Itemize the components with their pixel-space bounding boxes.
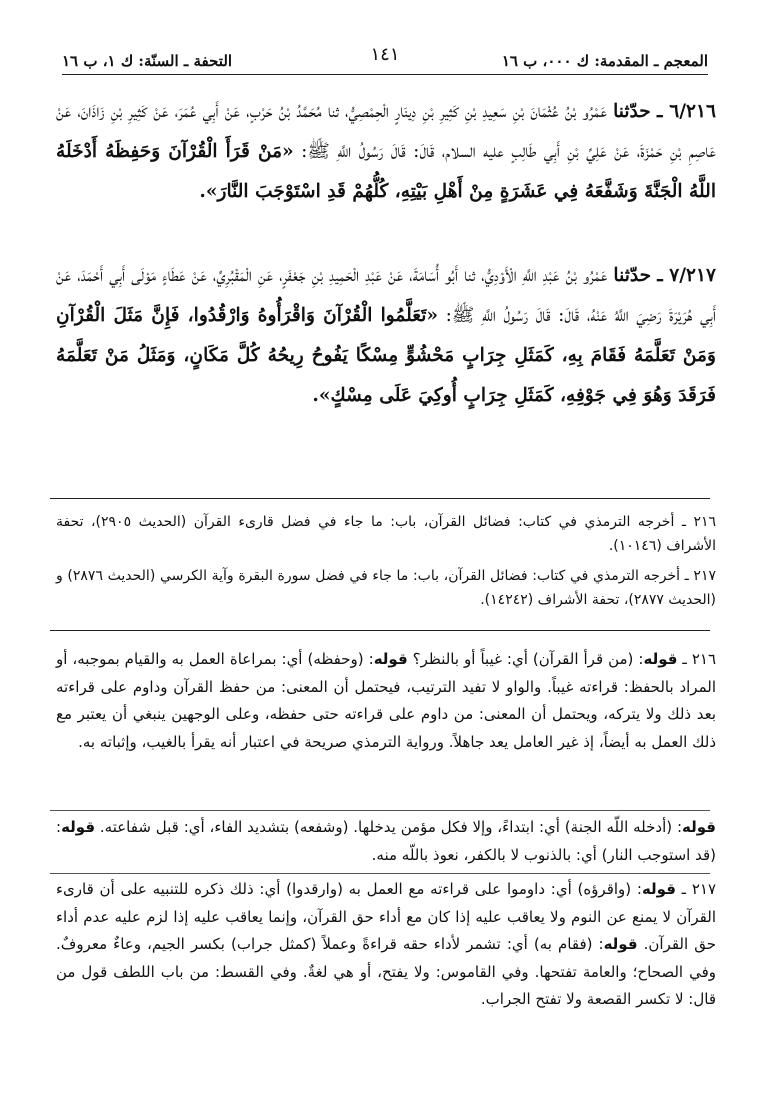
hadith-matn: «تَعَلَّمُوا الْقُرْآنَ وَاقْرَأُوهُ وَارْقُدُوا، فَإِنَّ مَثَلَ الْقُرْآنِ وَمَنْ تَعَلَّمَهُ فَقَامَ بِهِ، كَمَثَلِ جِرَابٍ مَحْشُوٍّ مِسْكًا يَفُوحُ رِيحُهُ كُلَّ مَكَانٍ، وَمَثَلُ مَنْ تَعَلَّمَهُ فَرَقَدَ وَهُوَ فِي جَوْفِهِ، كَمَثَلِ جِرَابٍ أُوكِيَ عَلَى مِسْكٍ».	[56, 305, 716, 406]
hadith-isnad: عَمْرُو بْنُ عُثْمَانَ بْنِ سَعِيدِ بْنِ كَثِيرِ بْنِ دِينَارٍ الْحِمْصِيُّ، ثنا مُحَمَّدُ بْنُ حَرْبٍ، عَنْ أَبِي عُمَرَ، عَنْ كَثِيرِ بْنِ زَاذَانَ، عَنْ عَاصِمِ بْنِ حَمْزَةَ، عَنْ عَلِيِّ بْنِ أَبِي طَالِبٍ عليه السلام، قَالَ: قَالَ رَسُولُ اللَّهِ ﷺ:	[56, 101, 716, 162]
commentary-217	[56, 876, 716, 1014]
qawluhu-label: قوله	[682, 818, 716, 836]
haddathana-label: حدّثنا	[613, 101, 651, 122]
hadith-217	[56, 256, 716, 416]
hadith-number: ٧/٢١٧ ـ	[657, 265, 716, 286]
header-left-reference: التحفة ـ السنّة: ك ١، ب ١٦	[62, 52, 233, 70]
hadith-number: ٦/٢١٦ ـ	[657, 101, 717, 122]
qawluhu-label: قوله	[641, 880, 676, 898]
running-header	[62, 44, 708, 75]
hadith-isnad: عَمْرُو بْنُ عَبْدِ اللَّهِ الْأَوْدِيُّ، ثنا أَبُو أُسَامَةَ، عَنْ عَبْدِ الْحَمِيدِ بْنِ جَعْفَرٍ، عَنِ الْمَقْبُرِيِّ، عَنْ عَطَاءٍ مَوْلَى أَبِي أَحْمَدَ، عَنْ أَبِي هُرَيْرَةَ رَضِيَ اللَّهُ عَنْهُ، قَالَ: قَالَ رَسُولُ اللَّهِ ﷺ:	[56, 265, 717, 326]
qawluhu-label: قوله	[643, 650, 678, 668]
commentary-text: : (أدخله اللّه الجنة) أي: ابتداءً، وإلا فكل مؤمن يدخلها. (وشفعه) بتشديد الفاء، أي: قبل شفاعته.	[95, 818, 683, 836]
haddathana-label: حدّثنا	[613, 265, 652, 286]
commentary-divider	[50, 630, 710, 631]
page-number: ١٤١	[370, 44, 400, 65]
commentary-text: : (واقرؤه) أي: داوموا على قراءته مع العمل به (وارقدوا) أي: ذلك ذكره للتنبيه على أن قارىء القرآن لا يمنع عن النوم ولا يعاقب عليه إذا كان مع أداء حق القرآن، وإنما يعاقب عليه إذا لزم عليه عدم أداء حق القرآن.	[56, 880, 716, 953]
commentary-216-continued	[56, 814, 716, 869]
header-right-reference: المعجم ـ المقدمة: ك ٠٠٠، ب ١٦	[501, 52, 708, 70]
hadith-matn: «مَنْ قَرَأَ الْقُرْآنَ وَحَفِظَهُ أَدْخَلَهُ اللَّهُ الْجَنَّةَ وَشَفَّعَهُ فِي عَشَرَةٍ مِنْ أَهْلِ بَيْتِهِ، كُلُّهُمْ قَدِ اسْتَوْجَبَ النَّارَ».	[56, 141, 716, 202]
qawluhu-label: قوله	[61, 818, 96, 836]
commentary-text: : (من قرأ القرآن) أي: غيباً أو بالنظر؟	[407, 650, 644, 668]
commentary-number: ٢١٦ ـ	[677, 650, 716, 668]
footnote-divider	[50, 498, 710, 499]
qawluhu-label: قوله	[603, 935, 638, 953]
commentary-text: : (فقام به) أي: تشمر لأداء حقه قراءةً وعملاً (كمثل جراب) بكسر الجيم، وعاءٌ معروفٌ. وفي الصحاح؛ والعامة تفتحها. وفي القاموس: ولا يفتح، أو هي لغةٌ. وفي القسط: من باب اللطف قول من قال: لا تكسر القصعة ولا تفتح الجراب.	[56, 935, 716, 1008]
qawluhu-label: قوله	[373, 650, 408, 668]
footnote-216: ٢١٦ ـ أخرجه الترمذي في كتاب: فضائل القرآن، باب: ما جاء في فضل قارىء القرآن (الحديث ٢٩٠٥)، تحفة الأشراف (١٠١٤٦).	[56, 514, 717, 554]
commentary-number: ٢١٧ ـ	[675, 880, 716, 898]
commentary-216	[56, 646, 716, 756]
commentary-separator	[50, 873, 710, 874]
commentary-text: : (قد استوجب النار) أي: بالذنوب لا بالكفر، نعوذ باللّه منه.	[56, 818, 716, 864]
footnote-217: ٢١٧ ـ أخرجه الترمذي في كتاب: فضائل القرآن، باب: ما جاء في فضل سورة البقرة وآية الكرسي (الحديث ٢٨٧٦) و (الحديث ٢٨٧٧)، تحفة الأشراف (١٤٢٤٢).	[56, 568, 716, 608]
hadith-216	[56, 92, 716, 212]
commentary-text: : (وحفظه) أي: بمراعاة العمل به والقيام بموجبه، أو المراد بالحفظ: قراءته غيباً. والواو لا تفيد الترتيب، فيحتمل أن المعنى: من حفظ القرآن وداوم على قراءته بعد ذلك ولا يتركه، ويحتمل أن المعنى: من داوم على قراءته حتى حفظه، وعلى الوجهين ينبغي أن يعتبر مع ذلك العمل به أيضاً، إذ غير العامل يعد جاهلاً. ورواية الترمذي صريحة في اعتبار أنه يقرأ بالغيب، وإثباته به.	[56, 650, 716, 751]
commentary-separator	[50, 810, 710, 811]
